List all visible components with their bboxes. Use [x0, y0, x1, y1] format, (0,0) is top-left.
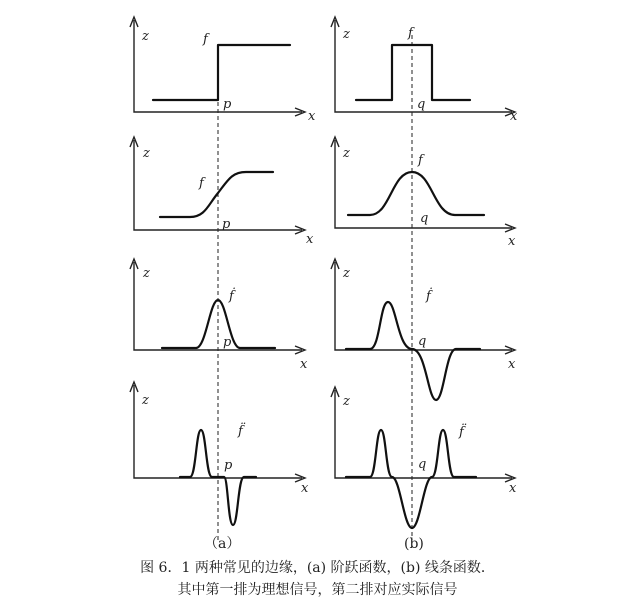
z-axis-label: z: [143, 146, 150, 161]
row1-left-step-ideal: [130, 17, 316, 124]
z-axis-label: z: [343, 146, 350, 161]
row1-right-line-ideal: [331, 17, 518, 124]
row3-right-line-first-derivative: [331, 259, 516, 400]
figure-caption-line2: 其中第一排为理想信号，第二排对应实际信号: [177, 582, 458, 598]
f-label: f: [408, 26, 413, 41]
f-dot-label: ḟ: [426, 289, 431, 304]
f-label: f: [203, 32, 208, 47]
x-axis-label: x: [306, 232, 314, 247]
z-axis-label: z: [142, 29, 149, 44]
z-axis-label: z: [343, 27, 350, 42]
q-label: q: [420, 211, 429, 226]
panel-b-caption: (b): [404, 536, 424, 552]
q-label: q: [418, 334, 427, 349]
step-real-curve: [160, 172, 273, 217]
f-dot-label: ḟ: [229, 289, 234, 304]
line-second-derivative-curve: [346, 430, 476, 528]
z-axis-label: z: [343, 394, 350, 409]
p-label: p: [224, 458, 233, 473]
x-axis-label: x: [508, 357, 516, 372]
row2-left-step-real: [130, 137, 314, 247]
row2-right-line-real: [331, 137, 516, 249]
x-axis-label: x: [508, 234, 516, 249]
row4-left-step-second-derivative: [130, 382, 309, 525]
x-axis-label: x: [510, 109, 518, 124]
row3-left-step-first-derivative: [130, 259, 308, 372]
panel-a-caption: （a）: [204, 536, 241, 552]
x-axis-label: x: [509, 481, 517, 496]
x-axis-label: x: [301, 481, 309, 496]
q-label: q: [417, 97, 426, 112]
f-ddot-label: f̈: [459, 425, 464, 440]
p-label: p: [223, 335, 232, 350]
z-axis-label: z: [143, 266, 150, 281]
f-ddot-label: f̈: [238, 424, 243, 439]
row4-right-line-second-derivative: [331, 387, 517, 528]
x-axis-label: x: [300, 357, 308, 372]
q-label: q: [418, 457, 427, 472]
step-ideal-curve: [153, 45, 290, 100]
z-axis-label: z: [343, 266, 350, 281]
figure-caption-line1: 图 6．1 两种常见的边缘，(a) 阶跃函数，(b) 线条函数．: [140, 560, 495, 576]
f-label: f: [418, 153, 423, 168]
f-label: f: [199, 176, 204, 191]
line-first-derivative-curve: [346, 302, 480, 400]
x-axis-label: x: [308, 109, 316, 124]
p-label: p: [222, 217, 231, 232]
line-ideal-curve: [356, 45, 470, 100]
line-real-curve: [348, 172, 484, 215]
z-axis-label: z: [142, 393, 149, 408]
p-label: p: [223, 97, 232, 112]
